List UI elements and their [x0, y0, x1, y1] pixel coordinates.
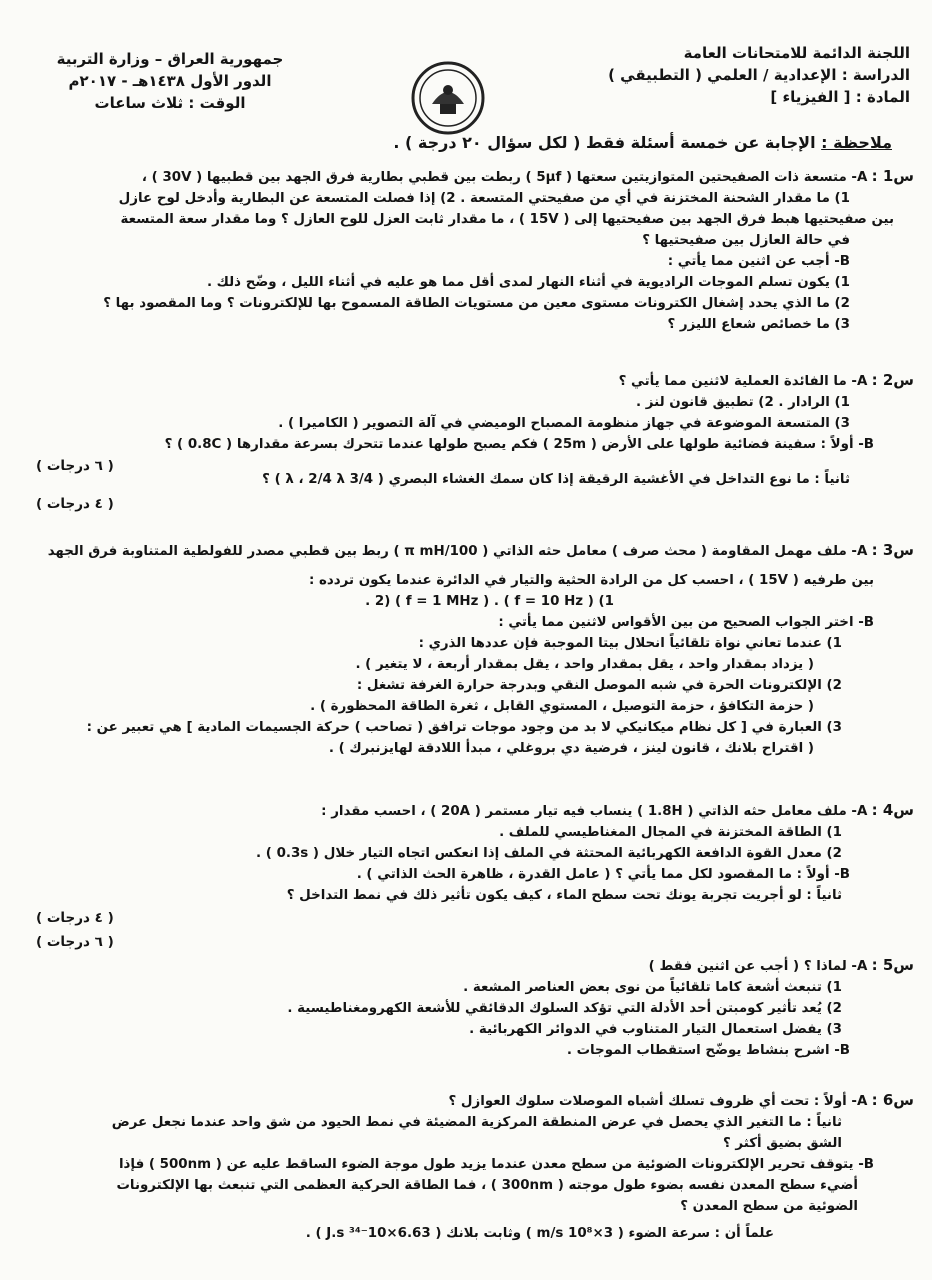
question-line: 3) المتسعة الموضوعة في جهاز منظومة المصباح الوميضي في آلة التصوير ( الكاميرا ) .: [278, 416, 850, 431]
question-line: A- لماذا ؟ ( أجب عن اثنين فقط ): [648, 959, 868, 974]
question-line: 1) الطاقة المختزنة في المجال المغناطيسي للملف .: [499, 825, 842, 840]
question-line: B- أولاً : سفينة فضائية طولها على الأرض ( 25m ) فكم يصبح طولها عندما تتحرك بسرعة مقدارها ( 0.8C ) ؟: [164, 437, 874, 452]
header-left-line: الدور الأول ١٤٣٨هـ - ٢٠١٧م: [68, 72, 272, 90]
question-number: س4 :: [871, 801, 914, 819]
header-left-line: جمهورية العراق – وزارة التربية: [56, 50, 284, 68]
question-line: ثانياً : لو أجريت تجربة يونك تحت سطح الماء ، كيف يكون تأثير ذلك في نمط التداخل ؟: [286, 888, 842, 903]
question-line: A- أولاً : تحت أي ظروف تسلك أشباه الموصلات سلوك العوازل ؟: [448, 1094, 868, 1109]
question-3: [16, 540, 914, 759]
exam-note: [393, 133, 892, 152]
header-left-line: الوقت : ثلاث ساعات: [94, 94, 246, 112]
header-right-line: الدراسة : الإعدادية / العلمي ( التطبيقي ): [608, 66, 910, 84]
note-label: ملاحظة :: [821, 133, 892, 152]
header-ministry: [40, 48, 300, 114]
header-right-line: المادة : [ الفيزياء ]: [770, 88, 910, 106]
question-line: A- ما الفائدة العملية لاثنين مما يأتي ؟: [618, 374, 868, 389]
marks-label: ( ٤ درجات ): [36, 910, 114, 926]
question-line: 1) ( f = 10 Hz ) . 2) ( f = 1 MHz ) .: [365, 594, 614, 609]
note-text: الإجابة عن خمسة أسئلة فقط ( لكل سؤال ٢٠ درجة ) .: [393, 133, 816, 152]
question-number: س1 :: [871, 167, 914, 185]
header-right-line: اللجنة الدائمة للامتحانات العامة: [683, 44, 910, 62]
question-line: 2) الإلكترونات الحرة في شبه الموصل النقي وبدرجة حرارة الغرفة تشغل :: [356, 678, 842, 693]
question-line: ( حزمة التكافؤ ، حزمة التوصيل ، المستوي القابل ، ثغرة الطاقة المحظورة ) .: [310, 699, 814, 714]
question-line: A- متسعة ذات الصفيحتين المتوازيتين سعتها ( 5μf ) ربطت بين قطبي بطارية فرق الجهد بين قطبيها ( 30V ) ،: [141, 170, 868, 185]
question-line: 2) يُعد تأثير كومبتن أحد الأدلة التي تؤكد السلوك الدقائقي للأشعة الكهرومغناطيسية .: [287, 1001, 842, 1016]
question-number: س2 :: [871, 371, 914, 389]
question-line: B- يتوقف تحرير الإلكترونات الضوئية من سطح معدن عندما يزيد طول موجة الضوء الساقط عليه عن ( 500nm ) فإذا: [118, 1157, 874, 1172]
question-number: س5 :: [871, 956, 914, 974]
marks-label: ( ٦ درجات ): [36, 934, 114, 950]
question-6: [16, 1090, 914, 1244]
header-committee: [590, 42, 910, 108]
question-number: س6 :: [871, 1091, 914, 1109]
question-line: 3) العبارة في [ كل نظام ميكانيكي لا بد من وجود موجات ترافق ( تصاحب ) حركة الجسيمات المادية ] هي تعبير عن :: [86, 720, 842, 735]
question-2: [16, 370, 914, 490]
question-line: 1) عندما تعاني نواة تلقائياً انحلال بيتا الموجبة فإن عددها الذري :: [418, 636, 842, 651]
question-line: 2) ما الذي يحدد إشغال الكترونات مستوى معين من مستويات الطاقة المسموح بها للإلكترونات ؟ وما المقصود بها ؟: [103, 296, 850, 311]
question-line: B- أجب عن اثنين مما يأتي :: [667, 254, 850, 269]
question-line: ( يزداد بمقدار واحد ، يقل بمقدار واحد ، يقل بمقدار أربعة ، لا يتغير ) .: [355, 657, 814, 672]
question-line: B- أولاً : ما المقصود لكل مما يأتي ؟ ( عامل القدرة ، ظاهرة الحث الذاتي ) .: [356, 867, 850, 882]
marks-label: ( ٦ درجات ): [36, 458, 114, 474]
question-line: 3) يفضل استعمال التيار المتناوب في الدوائر الكهربائية .: [469, 1022, 842, 1037]
question-line: 2) معدل القوة الدافعة الكهربائية المحتثة في الملف إذا انعكس اتجاه التيار خلال ( 0.3s ) .: [256, 846, 842, 861]
question-line: ثانياً : ما التغير الذي يحصل في عرض المنطقة المركزية المضيئة في نمط الحيود من شق واحد عندما نجعل عرض: [111, 1115, 842, 1130]
question-line: 1) الرادار . 2) تطبيق قانون لنز .: [636, 395, 850, 410]
question-line: الضوئية من سطح المعدن ؟: [680, 1199, 858, 1214]
question-line: A- ملف معامل حثه الذاتي ( 1.8H ) ينساب فيه تيار مستمر ( 20A ) ، احسب مقدار :: [321, 804, 868, 819]
question-line: A- ملف مهمل المقاومة ( محث صرف ) معامل حثه الذاتي ( 100/π mH ) ربط بين قطبي مصدر للفولطية المتناوبة فرق الجهد: [47, 544, 868, 559]
iraq-seal-icon: [410, 60, 486, 136]
question-line: بين طرفيه ( 15V ) ، احسب كل من الرادة الحثية والتيار في الدائرة عندما يكون تردده :: [309, 573, 874, 588]
question-line: بين صفيحتيها هبط فرق الجهد بين صفيحتيها إلى ( 15V ) ، ما مقدار ثابت العزل للوح العازل ؟ وما مقدار سعة المتسعة: [120, 212, 894, 227]
question-line: علماً أن : سرعة الضوء ( 3×10⁸ m/s ) وثابت بلانك ( 6.63×10⁻³⁴ J.s ) .: [305, 1226, 774, 1241]
question-line: ثانياً : ما نوع التداخل في الأغشية الرقيقة إذا كان سمك الغشاء البصري ( 3/4 λ ، 2/4 λ ) ؟: [262, 472, 850, 487]
question-line: 1) ما مقدار الشحنة المختزنة في أي من صفيحتي المتسعة . 2) إذا فصلت المتسعة عن البطارية وأدخل لوح عازل: [118, 191, 850, 206]
marks-label: ( ٤ درجات ): [36, 496, 114, 512]
question-line: في حالة العازل بين صفيحتيها ؟: [642, 233, 850, 248]
question-line: B- اختر الجواب الصحيح من بين الأقواس لاثنين مما يأتي :: [498, 615, 874, 630]
question-line: B- اشرح بنشاط يوضّح استقطاب الموجات .: [566, 1043, 850, 1058]
question-line: ( اقتراح بلانك ، قانون لينز ، فرضية دي بروغلي ، مبدأ اللادقة لهايزنبرك ) .: [328, 741, 814, 756]
question-line: أضيء سطح المعدن نفسه بضوء طول موجته ( 300nm ) ، فما الطاقة الحركية العظمى التي تنبعث بها الإلكترونات: [116, 1178, 858, 1193]
question-1: [16, 166, 914, 335]
question-number: س3 :: [871, 541, 914, 559]
question-line: 3) ما خصائص شعاع الليزر ؟: [667, 317, 850, 332]
question-line: 1) تنبعث أشعة كاما تلقائياً من نوى بعض العناصر المشعة .: [463, 980, 842, 995]
question-5: [16, 955, 914, 1061]
question-4: [16, 800, 914, 906]
question-line: 1) يكون تسلم الموجات الراديوية في أثناء النهار لمدى أقل مما هو عليه في أثناء الليل ، وضّح ذلك .: [206, 275, 850, 290]
question-line: الشق بضيق أكثر ؟: [723, 1136, 842, 1151]
